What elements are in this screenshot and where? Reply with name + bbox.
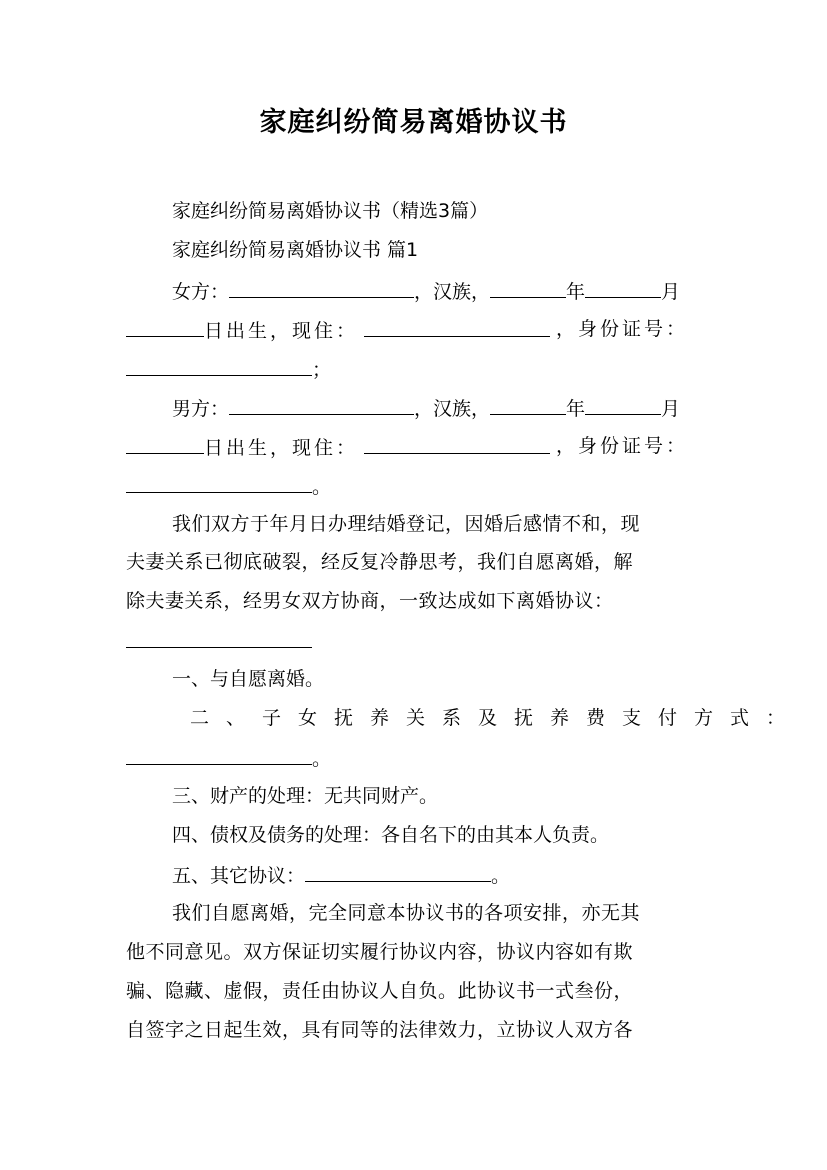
male-id-blank: [126, 473, 312, 493]
female-month-blank: [585, 278, 661, 298]
para1-line-3: 除夫妻关系，经男女双方协商，一致达成如下离婚协议：: [126, 590, 614, 612]
para2-line-2: 他不同意见。双方保证切实履行协议内容，协议内容如有欺: [126, 941, 634, 963]
male-id-label: ，身份证号：: [555, 435, 688, 457]
para1-blank-line: [126, 628, 312, 654]
para2-line-4: 自签字之日起生效，具有同等的法律效力，立协议人双方各: [126, 1019, 634, 1041]
male-day-blank: [126, 434, 204, 454]
para2-line-1: 我们自愿离婚，完全同意本协议书的各项安排，亦无其: [172, 902, 641, 924]
female-month-label: 月: [661, 281, 681, 303]
para2-line-3: 骗、隐藏、虚假，责任由协议人自负。此协议书一式叁份，: [126, 980, 634, 1002]
male-name-blank: [229, 395, 414, 415]
subtitle: 家庭纠纷简易离婚协议书（精选3篇）: [172, 200, 489, 222]
female-end: ；: [312, 359, 332, 381]
item-2-end: 。: [312, 748, 332, 770]
male-ethnicity: ，汉族，: [414, 398, 491, 420]
female-ethnicity: ，汉族，: [414, 281, 491, 303]
female-line-2: [126, 317, 688, 343]
custody-blank: [126, 745, 312, 765]
female-id-label: ，身份证号：: [555, 318, 688, 340]
item-1: 一、与自愿离婚。: [172, 668, 325, 690]
document-title: 家庭纠纷简易离婚协议书: [259, 107, 568, 138]
male-end: 。: [312, 476, 332, 498]
section-heading: 家庭纠纷简易离婚协议书 篇1: [172, 239, 419, 261]
female-name-blank: [229, 278, 414, 298]
male-born-label: 日出生，现住：: [204, 437, 359, 459]
item-5-label: 五、其它协议：: [172, 865, 306, 887]
para1-line-2: 夫妻关系已彻底破裂，经反复冷静思考，我们自愿离婚，解: [126, 551, 634, 573]
female-id-blank: [126, 356, 312, 376]
male-month-blank: [585, 395, 661, 415]
male-label: 男方：: [172, 398, 230, 420]
female-born-label: 日出生，现住：: [204, 320, 359, 342]
other-agreement-blank: [305, 862, 491, 882]
item-2: 二、子女抚养关系及抚养费支付方式：: [190, 707, 803, 729]
male-line-2: [126, 434, 688, 460]
item-5: [172, 862, 510, 888]
male-line-1: [172, 395, 680, 421]
female-address-blank: [364, 317, 550, 337]
male-line-3: [126, 473, 331, 499]
item-2-line-2: [126, 745, 331, 771]
agreement-blank: [126, 628, 312, 648]
male-month-label: 月: [661, 398, 681, 420]
female-day-blank: [126, 317, 204, 337]
male-address-blank: [364, 434, 550, 454]
female-year-label: 年: [566, 281, 586, 303]
female-line-1: [172, 278, 680, 304]
male-year-label: 年: [566, 398, 586, 420]
female-year-blank: [490, 278, 566, 298]
item-5-end: 。: [491, 865, 511, 887]
item-4: 四、债权及债务的处理：各自名下的由其本人负责。: [172, 824, 610, 846]
female-label: 女方：: [172, 281, 230, 303]
female-line-3: [126, 356, 331, 382]
para1-line-1: 我们双方于年月日办理结婚登记，因婚后感情不和，现: [172, 513, 641, 535]
male-year-blank: [490, 395, 566, 415]
item-3: 三、财产的处理：无共同财产。: [172, 785, 439, 807]
